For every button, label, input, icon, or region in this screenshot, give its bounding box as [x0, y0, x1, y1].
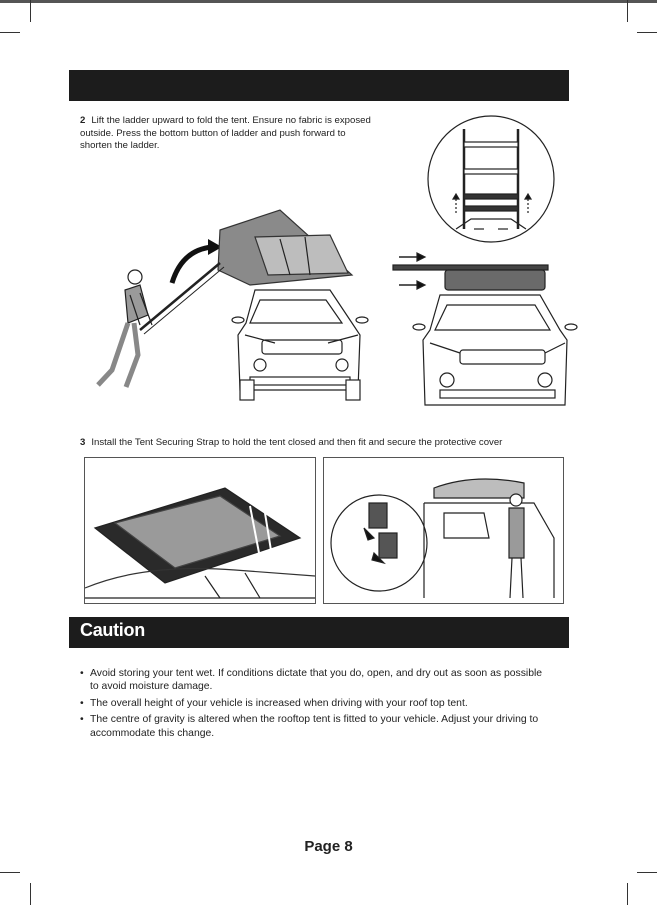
list-item [80, 697, 550, 710]
caution-item-text: The overall height of your vehicle is increased when driving with your roof top tent. [90, 697, 468, 709]
bullet-icon: • [80, 714, 84, 726]
step-text: Install the Tent Securing Strap to hold the tent closed and then fit and secure the protective cover [91, 437, 503, 448]
step-3-instruction [80, 437, 550, 450]
bullet-icon: • [80, 697, 84, 709]
caution-item-text: Avoid storing your tent wet. If conditions dictate that you do, open, and dry out as soon as possible to avoid moisture damage. [90, 668, 543, 693]
strap-tent-figure [84, 457, 316, 604]
section-header-bar [69, 70, 569, 101]
step-number: 3 [80, 437, 86, 448]
page-number: Page 8 [304, 838, 353, 855]
crop-mark [0, 872, 20, 873]
step-2-instruction [80, 115, 380, 153]
list-item [80, 713, 550, 740]
page-top-border [0, 0, 657, 3]
crop-mark [637, 32, 657, 33]
crop-mark [627, 0, 628, 22]
step-text: Lift the ladder upward to fold the tent. Ensure no fabric is exposed outside. Press the bottom button of ladder and push forward to shorten the ladder. [80, 115, 371, 152]
protective-cover-figure [323, 457, 564, 604]
crop-mark [637, 872, 657, 873]
crop-mark [30, 0, 31, 22]
fold-tent-illustration [90, 205, 400, 405]
ladder-detail-illustration [426, 114, 556, 244]
list-item [80, 667, 550, 694]
crop-mark [627, 883, 628, 905]
closed-tent-car-illustration [385, 245, 585, 410]
caution-title: Caution [80, 620, 145, 640]
crop-mark [0, 32, 20, 33]
bullet-icon: • [80, 668, 84, 679]
caution-list [80, 667, 550, 743]
crop-mark [30, 883, 31, 905]
caution-item-text: The centre of gravity is altered when the rooftop tent is fitted to your vehicle. Adjust your driving to accommodate this change. [90, 714, 539, 739]
step-number: 2 [80, 115, 86, 126]
